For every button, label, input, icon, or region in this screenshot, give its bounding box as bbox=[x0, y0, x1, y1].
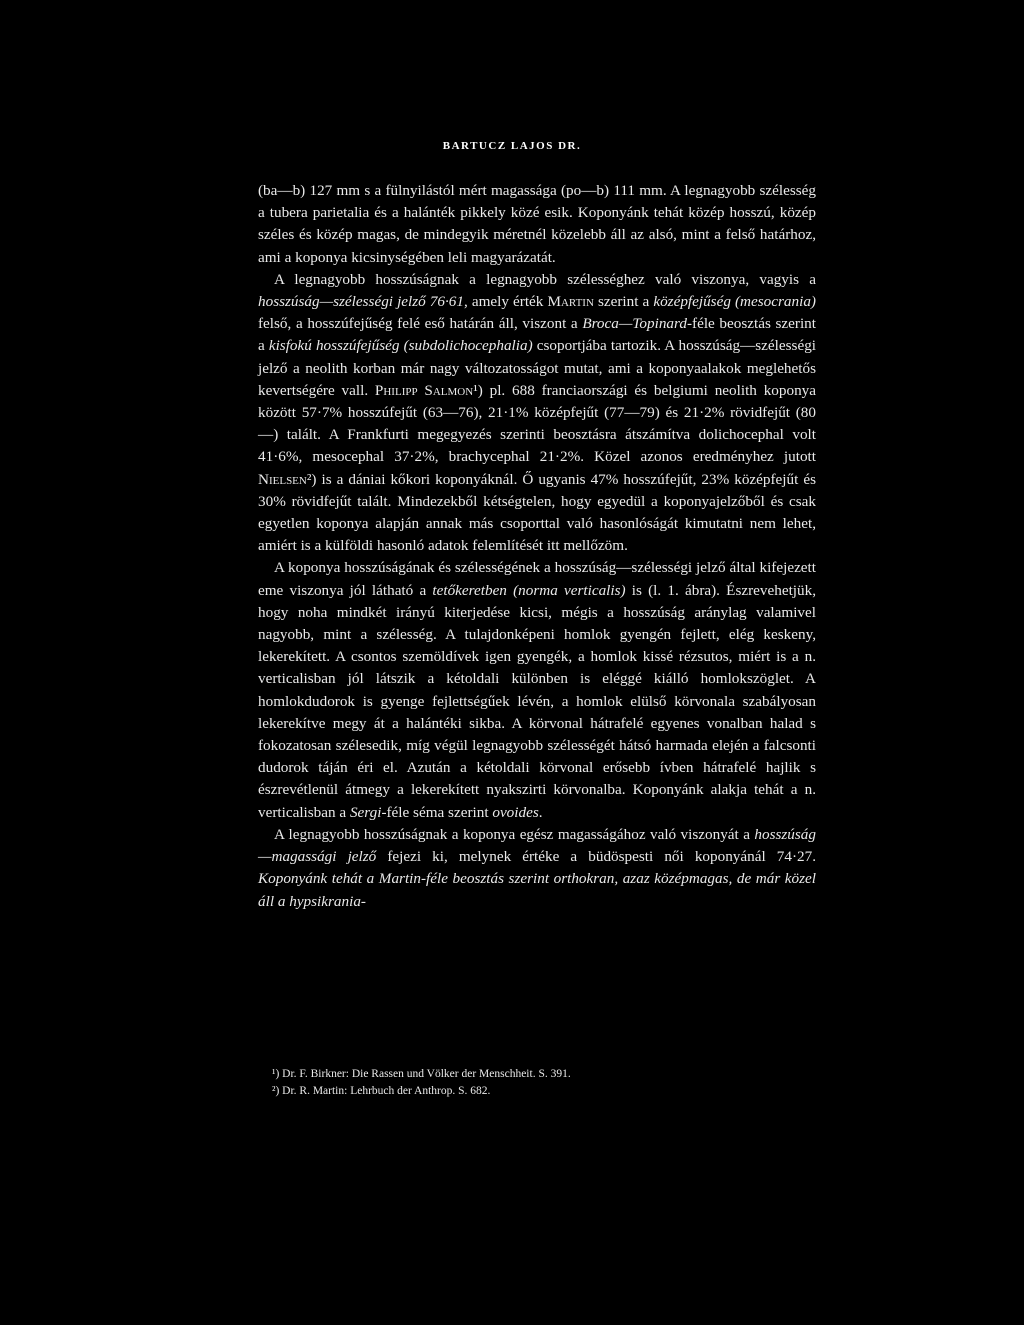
text-run: ¹) pl. 688 franciaországi és belgiumi neolith koponya között 57·7% hosszúfejűt (63—76), 21·1% középfejűt (77—79) és 21·2% rövidfejűt (80—) talált. A Frankfurti megegyezés szerinti beosztásra átszámítva dolichocephal volt 41·6%, mesocephal 37·2%, brachycephal 21·2%. Közel azonos eredményhez jutott bbox=[258, 381, 816, 466]
italic-run: középfejűség (mesocrania) bbox=[653, 293, 816, 311]
italic-run: Sergi bbox=[349, 803, 382, 821]
italic-run: kisfokú hosszúfejűség (subdolichocephalia) bbox=[268, 337, 533, 355]
text-run: , amely érték bbox=[464, 293, 548, 311]
text-run: A legnagyobb hosszúságnak a koponya egész magasságához való viszonyát a bbox=[274, 825, 755, 843]
text-run: A legnagyobb hosszúságnak a legnagyobb szélességhez való viszonya, vagyis a bbox=[274, 270, 816, 288]
text-run: is (l. 1. ábra). Észrevehetjük, hogy noha mindkét irányú kiterjedése kicsi, mégis a hosszúság aránylag valamivel nagyobb, mint a szélesség. A tulajdonképeni homlok gyengén fejlett, elég keskeny, lekerekített. A csontos szemöldívek igen gyengék, a homlok kissé rézsutos, miért is a n. verticalisban jól látszik a kétoldali különben is eléggé kiálló homlokszöglet. A homlokdudorok is gyenge fejlettségűek lévén, a homlok elülső körvonala szabályosan lekerekítve megy át a halántéki sikba. A körvonal hátrafelé egyenes vonalban halad s fokozatosan szélesedik, míg végül legnagyobb szélességét hátsó harmada elején a falcsonti dudorok táján éri el. Azután a kétoldali körvonal erősebb ívben hátrafelé hajlik s észrevétlenül átmegy a lekerekített nyakszirti körvonalba. Koponyánk alakja tehát a n. verticalisban a bbox=[258, 581, 817, 821]
footnote-1: ¹) Dr. F. Birkner: Die Rassen und Völker der Menschheit. S. 391. bbox=[272, 1068, 571, 1080]
italic-run: Koponyánk tehát a Martin-féle beosztás szerint orthokran, azaz középmagas, de már közel áll a hypsikrania- bbox=[258, 870, 816, 910]
text-run: csoportjába tartozik. A hosszúság—szélességi jelző a neolith korban már nagy változatosságot mutat, ami a koponyaalakok meglehetős kevertségére vall. bbox=[258, 337, 817, 399]
author-name: Martin bbox=[547, 293, 594, 311]
italic-run: Broca—Topinard bbox=[582, 315, 687, 333]
text-run: A koponya hosszúságának és szélességének a hosszúság—szélességi jelző által kifejezett eme viszonya jól látható a bbox=[258, 559, 816, 599]
italic-run: tetőkeretben (norma verticalis) bbox=[432, 581, 626, 599]
paragraph-1 bbox=[258, 180, 816, 269]
paragraph-3 bbox=[258, 557, 816, 823]
text-run: felső, a hosszúfejűség felé eső határán áll, viszont a bbox=[258, 315, 583, 333]
text-run: . bbox=[538, 803, 543, 821]
paragraph-4 bbox=[258, 824, 816, 913]
running-head: BARTUCZ LAJOS DR. bbox=[442, 140, 582, 152]
text-run: ²) is a dániai kőkori koponyáknál. Ő ugyanis 47% hosszúfejűt, 23% középfejűt és 30% rövidfejűt talált. Mindezekből kétségtelen, hogy egyedül a koponyajelzőből és csak egyetlen koponya alapján annak más csoporttal való hasonlóságát kimutatni nem lehet, amiért is a külföldi hasonló adatok felemlítését itt mellőzöm. bbox=[258, 470, 816, 555]
text-run: -féle séma szerint bbox=[381, 803, 493, 821]
italic-run: hosszúság—magassági jelző bbox=[258, 825, 816, 866]
author-name: Nielsen bbox=[258, 470, 307, 488]
author-name: Philipp Salmon bbox=[374, 381, 474, 399]
text-run: (ba—b) 127 mm s a fülnyilástól mért magassága (po—b) 111 mm. A legnagyobb szélesség a tubera parietalia és a halánték pikkely közé esik. Koponyánk tehát közép hosszú, közép széles és közép magas, de mindegyik méretnél közelebb áll az alsó, mint a felső határhoz, ami a koponya kicsinységében leli magyarázatát. bbox=[258, 182, 816, 266]
text-run: -féle beosztás szerint a bbox=[258, 315, 816, 355]
footnote-2: ²) Dr. R. Martin: Lehrbuch der Anthrop. S. 682. bbox=[272, 1085, 491, 1097]
footnotes bbox=[272, 1066, 812, 1100]
text-run: szerint a bbox=[593, 293, 654, 311]
italic-run: ovoides bbox=[492, 803, 539, 821]
italic-run: hosszúság—szélességi jelző 76·61 bbox=[258, 293, 464, 311]
body-text bbox=[258, 180, 816, 913]
paragraph-2 bbox=[258, 269, 816, 558]
text-run: fejezi ki, melynek értéke a büdöspesti női koponyánál 74·27. bbox=[376, 848, 816, 866]
